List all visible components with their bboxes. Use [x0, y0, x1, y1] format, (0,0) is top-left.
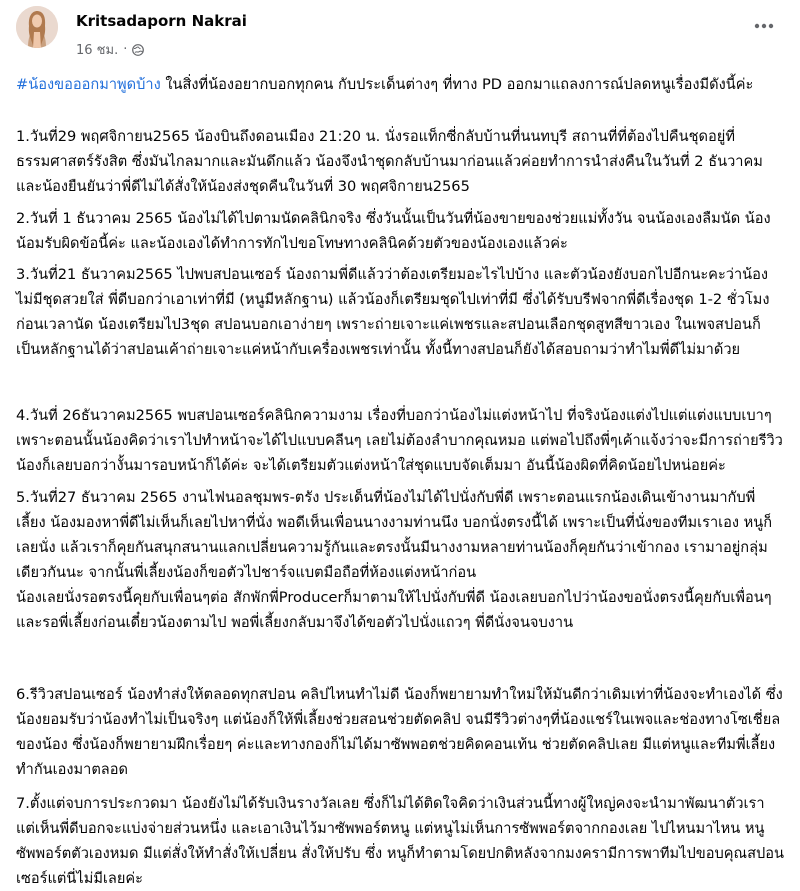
intro-text: ในสิ่งที่น้องอยากบอกทุกคน กับประเด็นต่างๆ ที่ทาง PD ออกมาแถลงการณ์ปลดหนูเรื่องมีดังนี้ค่ะ: [160, 76, 754, 93]
more-options-icon[interactable]: [746, 12, 782, 40]
paragraph-2: 2.วันที่ 1 ธันวาคม 2565 น้องไม่ได้ไปตามนัดคลินิกจริง ซึ่งวันนั้นเป็นวันที่น้องขายของช่วยแม่ทั้งวัน จนน้องเองลืมนัด น้องน้อมรับผิดข้อนี้ค่ะ และน้องเองได้ทำการทักไปขอโทษทางคลินิคด้วยตัวของน้องเองแล้วค่ะ: [16, 210, 771, 252]
paragraph-3: 3.วันที่21 ธันวาคม2565 ไปพบสปอนเซอร์ น้องถามพี่ดีแล้วว่าต้องเตรียมอะไรไปบ้าง และตัวน้องยังบอกไปอีกนะคะว่าน้องไม่มีชุดสวยใส่ พี่ดีบอกว่าเอาเท่าที่มี (หนูมีหลักฐาน) แล้วน้องก็เตรียมชุดไปเท่าที่มี ซึ่งได้รับบรีฟจากพี่ดีเรื่องชุด 1-2 ชั่วโมงก่อนเวลานัด น้องเตรียมไป3ชุด สปอนบอกเอาง่ายๆ เพราะถ่ายเจาะแค่เพชรและสปอนเลือกชุดสูทสีขาวเอง ในเพจสปอนก็เป็นหลักฐานได้ว่าสปอนเค้าถ่ายเจาะแค่หน้ากับเครื่องเพชรเท่านั้น ทั้งนี้ทางสปอนก็ยังได้สอบถามว่าทำไมพี่ดีไม่มาด้วย: [16, 266, 770, 358]
avatar[interactable]: [16, 6, 58, 48]
paragraph-7: 7.ตั้งแต่จบการประกวดมา น้องยังไม่ได้รับเงินรางวัลเลย ซึ่งก็ไม่ได้ติดใจคิดว่าเงินส่วนนี้ทางผู้ใหญ่คงจะนำมาพัฒนาตัวเรา แต่เห็นพี่ดีบอกจะแบ่งจ่ายส่วนหนึ่ง และเอาเงินไว้มาซัพพอร์ตหนู แต่หนูไม่เห็นการซัพพอร์ตจากกองเลย ไปไหนมาไหน หนู ซัพพอร์ตตัวเองหมด มีแต่สั่งให้ทำสั่งให้เปลี่ยน สั่งให้ปรับ ซึ่ง หนูก็ทำตามโดยปกติหลังจากมงครามีการพาทีมไปขอบคุณสปอนเซอร์แต่นี่ไม่มีเลยค่ะ: [16, 795, 784, 887]
paragraph-6: 6.รีวิวสปอนเซอร์ น้องทำส่งให้ตลอดทุกสปอน คลิปไหนทำไม่ดี น้องก็พยายามทำใหม่ให้มันดีกว่าเดิมเท่าที่น้องจะทำเองได้ ซึ่งน้องยอมรับว่าน้องทำไม่เป็นจริงๆ แต่น้องก็ให้พี่เลี้ยงช่วยสอนช่วยตัดคลิป จนมีรีวิวต่างๆที่น้องแชร์ในเพจและช่องทางโซเชี่ยลของน้อง ซึ่งน้องก็พยายามฝึกเรื่อยๆ ค่ะและทางกองก็ไม่ได้มาซัพพอตช่วยคิดคอนเท้น ช่วยตัดคลิปเลย มีแต่หนูและทีมพี่เลี้ยงทำกันเองมาตลอด: [16, 686, 783, 778]
post-meta: [76, 39, 144, 60]
post-intro: [16, 72, 784, 97]
post-header: [16, 6, 776, 56]
separator-dot: ·: [123, 42, 128, 57]
globe-icon[interactable]: [132, 44, 144, 56]
hashtag-link[interactable]: #น้องขอออกมาพูดบ้าง: [16, 76, 161, 93]
paragraph-1: 1.วันที่29 พฤศจิกายน2565 น้องบินถึงดอนเมือง 21:20 น. นั่งรอแท็กซี่กลับบ้านที่นนทบุรี สถานที่ที่ต้องไปคืนชุดอยู่ที่ธรรมศาสตร์รังสิต ซึ่งมันไกลมากและมันดึกแล้ว น้องจึงนำชุดกลับบ้านมาก่อนแล้วค่อยทำการนำส่งคืนในวันที่ 2 ธันวาคม และน้องยืนยันว่าพี่ดีไม่ได้สั่งให้น้องส่งชุดคืนในวันที่ 30 พฤศจิกายน2565: [16, 128, 763, 195]
paragraph-4: 4.วันที่ 26ธันวาคม2565 พบสปอนเซอร์คลินิกความงาม เรื่องที่บอกว่าน้องไม่แต่งหน้าไป ที่จริงน้องแต่งไปแต่แต่งแบบเบาๆ เพราะตอนนั้นน้องคิดว่าเราไปทำหน้าจะได้ไปแบบคลีนๆ เลยไม่ต้องลำบากคุณหมอ แต่พอไปถึงพี่ๆเค้าแจ้งว่าจะมีการถ่ายรีวิว น้องก็เลยบอกว่างั้นมารอบหน้าก็ได้ค่ะ จะได้เตรียมตัวแต่งหน้าใส่ชุดแบบจัดเต็มมา อันนี้น้องผิดที่คิดน้อยไปหน่อยค่ะ: [16, 407, 783, 474]
post-timestamp[interactable]: 16 ชม.: [76, 43, 119, 58]
paragraph-5-part-2: น้องเลยนั่งรอตรงนี้คุยกับเพื่อนๆต่อ สักพักพี่Producerก็มาตามให้ไปนั่งกับพี่ดี น้องเลยบอกไปว่าน้องขอนั่งตรงนี้คุยกับเพื่อนๆและรอพี่เลี้ยงก่อนเดี๋ยวน้องตามไป พอพี่เลี้ยงกลับมาจึงได้ขอตัวไปนั่งแถวๆ พี่ดีนั่งจนจบงาน: [16, 589, 772, 631]
paragraph-5-part-1: 5.วันที่27 ธันวาคม 2565 งานไฟนอลชุมพร-ตรัง ประเด็นที่น้องไม่ได้ไปนั่งกับพี่ดี เพราะตอนแรกน้องเดินเข้างานมากับพี่เลี้ยง น้องมองหาพี่ดีไม่เห็นก็เลยไปหาที่นั่ง พอดีเห็นเพื่อนนางงามท่านนึง บอกนั่งตรงนี้ได้ เพราะเป็นที่นั่งของทีมเราเอง หนูก็เลยนั่ง แล้วเราก็คุยกันสนุกสนานแลกเปลี่ยนความรู้กันและตรงนั้นมีนางงามหลายท่านน้องก็คุยกันว่าเข้ากอง เรามาอยู่กลุ่มเดียวกันนะ จากนั้นพี่เลี้ยงน้องก็ขอตัวไปชาร์จแบตมือถือที่ห้องแต่งหน้าก่อน: [16, 489, 773, 581]
paragraph-5: [16, 485, 784, 635]
author-name[interactable]: Kritsadaporn Nakrai: [76, 12, 247, 30]
profile-photo: [16, 6, 58, 48]
